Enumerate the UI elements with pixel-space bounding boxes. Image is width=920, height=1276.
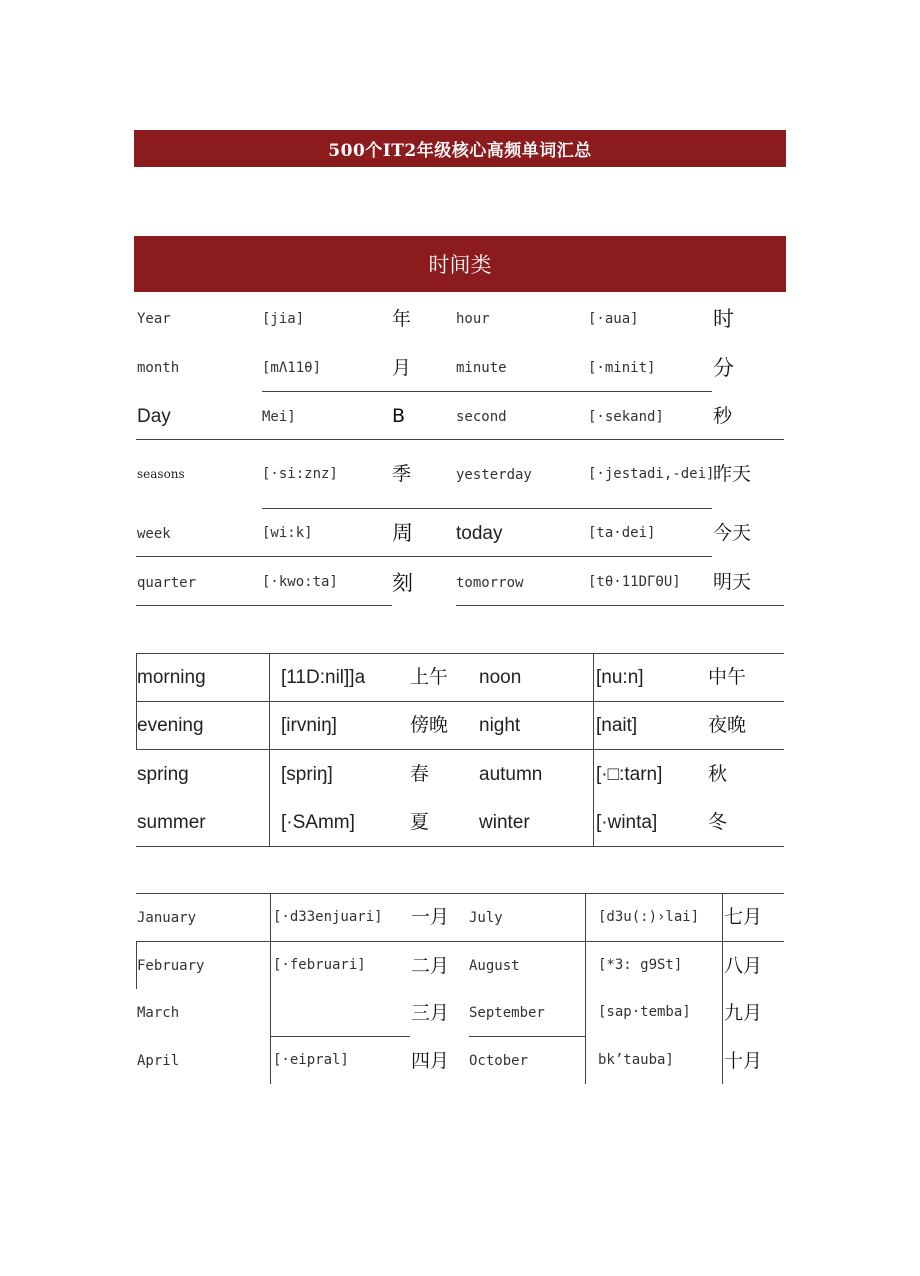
chinese-meaning: 一月 [411, 906, 450, 928]
english-word: winter [479, 812, 530, 833]
row-divider [136, 701, 784, 702]
english-word: month [137, 360, 180, 376]
english-word: October [469, 1053, 529, 1069]
chinese-meaning: 十月 [724, 1050, 763, 1072]
phonetic: [wi:k] [262, 525, 313, 541]
chinese-meaning: 季 [392, 463, 412, 485]
row-divider [136, 605, 392, 606]
phonetic: [·□:tarn] [596, 764, 663, 785]
phonetic: [d3u(:)›lai] [598, 909, 700, 925]
row-divider [136, 653, 784, 654]
phonetic: [·februari] [273, 957, 366, 973]
row-divider [136, 556, 712, 557]
chinese-meaning: 三月 [411, 1002, 450, 1024]
english-word: July [469, 910, 503, 926]
english-word: morning [137, 667, 206, 688]
phonetic: [·eipral] [273, 1052, 349, 1068]
chinese-meaning: 年 [392, 308, 412, 330]
phonetic: [nu:n] [596, 667, 644, 688]
phonetic: [·SAmm] [281, 812, 355, 833]
phonetic: [·aua] [588, 311, 639, 327]
english-word: minute [456, 360, 507, 376]
chinese-meaning: 冬 [708, 811, 728, 833]
row-divider [262, 508, 712, 509]
chinese-meaning: 傍晚 [410, 714, 449, 736]
row-divider [262, 391, 712, 392]
english-word: autumn [479, 764, 543, 785]
row-divider [136, 941, 784, 942]
row-divider [136, 846, 784, 847]
english-word: today [456, 523, 503, 544]
row-divider [136, 439, 784, 440]
column-divider [722, 893, 723, 1084]
phonetic: [spriŋ] [281, 764, 333, 785]
english-word: hour [456, 311, 490, 327]
phonetic: [mΛ11θ] [262, 360, 322, 376]
english-word: Day [137, 406, 171, 427]
row-divider [136, 749, 784, 750]
phonetic: [·winta] [596, 812, 658, 833]
phonetic: [·kwo:ta] [262, 574, 338, 590]
document-title-banner [134, 130, 786, 167]
chinese-meaning: 中午 [708, 666, 747, 688]
chinese-meaning: 刻 [392, 571, 413, 595]
english-word: noon [479, 667, 522, 688]
row-divider [469, 1036, 586, 1037]
english-word: February [137, 958, 205, 974]
chinese-meaning: 月 [392, 357, 412, 379]
english-word: second [456, 409, 507, 425]
english-word: yesterday [456, 467, 532, 483]
chinese-meaning: 四月 [411, 1050, 450, 1072]
english-word: evening [137, 715, 204, 736]
phonetic: [·si:znz] [262, 466, 338, 482]
english-word: January [137, 910, 197, 926]
chinese-meaning: 春 [410, 763, 430, 785]
chinese-meaning: 二月 [411, 955, 450, 977]
english-word: April [137, 1053, 180, 1069]
column-divider [269, 653, 270, 846]
phonetic: [11D:nil]]a [281, 667, 366, 688]
english-word: August [469, 958, 520, 974]
chinese-meaning: 秋 [708, 763, 728, 785]
phonetic: Mei] [262, 409, 296, 425]
phonetic: [jia] [262, 311, 305, 327]
section-title: 时间类 [428, 253, 492, 277]
phonetic: [sap·temba] [598, 1004, 691, 1020]
english-word: tomorrow [456, 575, 524, 591]
chinese-meaning: 昨天 [713, 463, 752, 485]
english-word: week [137, 526, 171, 542]
document-title: 500个IT2年级核心高频单词汇总 [328, 141, 592, 161]
english-word: September [469, 1005, 545, 1021]
section-header-banner [134, 236, 786, 292]
row-divider [270, 1036, 410, 1037]
phonetic: [·jestadi,-dei] [588, 466, 715, 482]
chinese-meaning: 夏 [410, 811, 430, 833]
column-divider [270, 893, 271, 1084]
chinese-meaning: 夜晚 [708, 714, 747, 736]
chinese-meaning: 时 [713, 307, 734, 331]
chinese-meaning: 今天 [713, 522, 752, 544]
phonetic: [·sekand] [588, 409, 664, 425]
chinese-meaning: 明天 [713, 571, 752, 593]
english-word: night [479, 715, 521, 736]
column-divider [593, 653, 594, 846]
english-word: Year [137, 311, 171, 327]
english-word: spring [137, 764, 189, 785]
phonetic: bk’tauba] [598, 1052, 674, 1068]
phonetic: [nait] [596, 715, 638, 736]
chinese-meaning: 分 [713, 356, 734, 380]
phonetic: [tθ·11DΓΘU] [588, 574, 681, 590]
phonetic: [ta·dei] [588, 525, 656, 541]
chinese-meaning: 九月 [724, 1002, 763, 1024]
row-divider [456, 605, 784, 606]
english-word: seasons [137, 467, 185, 481]
chinese-meaning: 八月 [724, 955, 763, 977]
english-word: quarter [137, 575, 197, 591]
phonetic: [·d33enjuari] [273, 909, 383, 925]
chinese-meaning: B [392, 405, 406, 427]
chinese-meaning: 上午 [410, 666, 449, 688]
phonetic: [*3: g9St] [598, 957, 683, 973]
english-word: March [137, 1005, 180, 1021]
phonetic: [irvniŋ] [281, 715, 337, 736]
row-divider [136, 893, 784, 894]
column-divider [585, 893, 586, 1084]
chinese-meaning: 秒 [713, 405, 733, 427]
english-word: summer [137, 812, 206, 833]
phonetic: [·minit] [588, 360, 656, 376]
chinese-meaning: 周 [392, 521, 413, 545]
chinese-meaning: 七月 [724, 906, 763, 928]
